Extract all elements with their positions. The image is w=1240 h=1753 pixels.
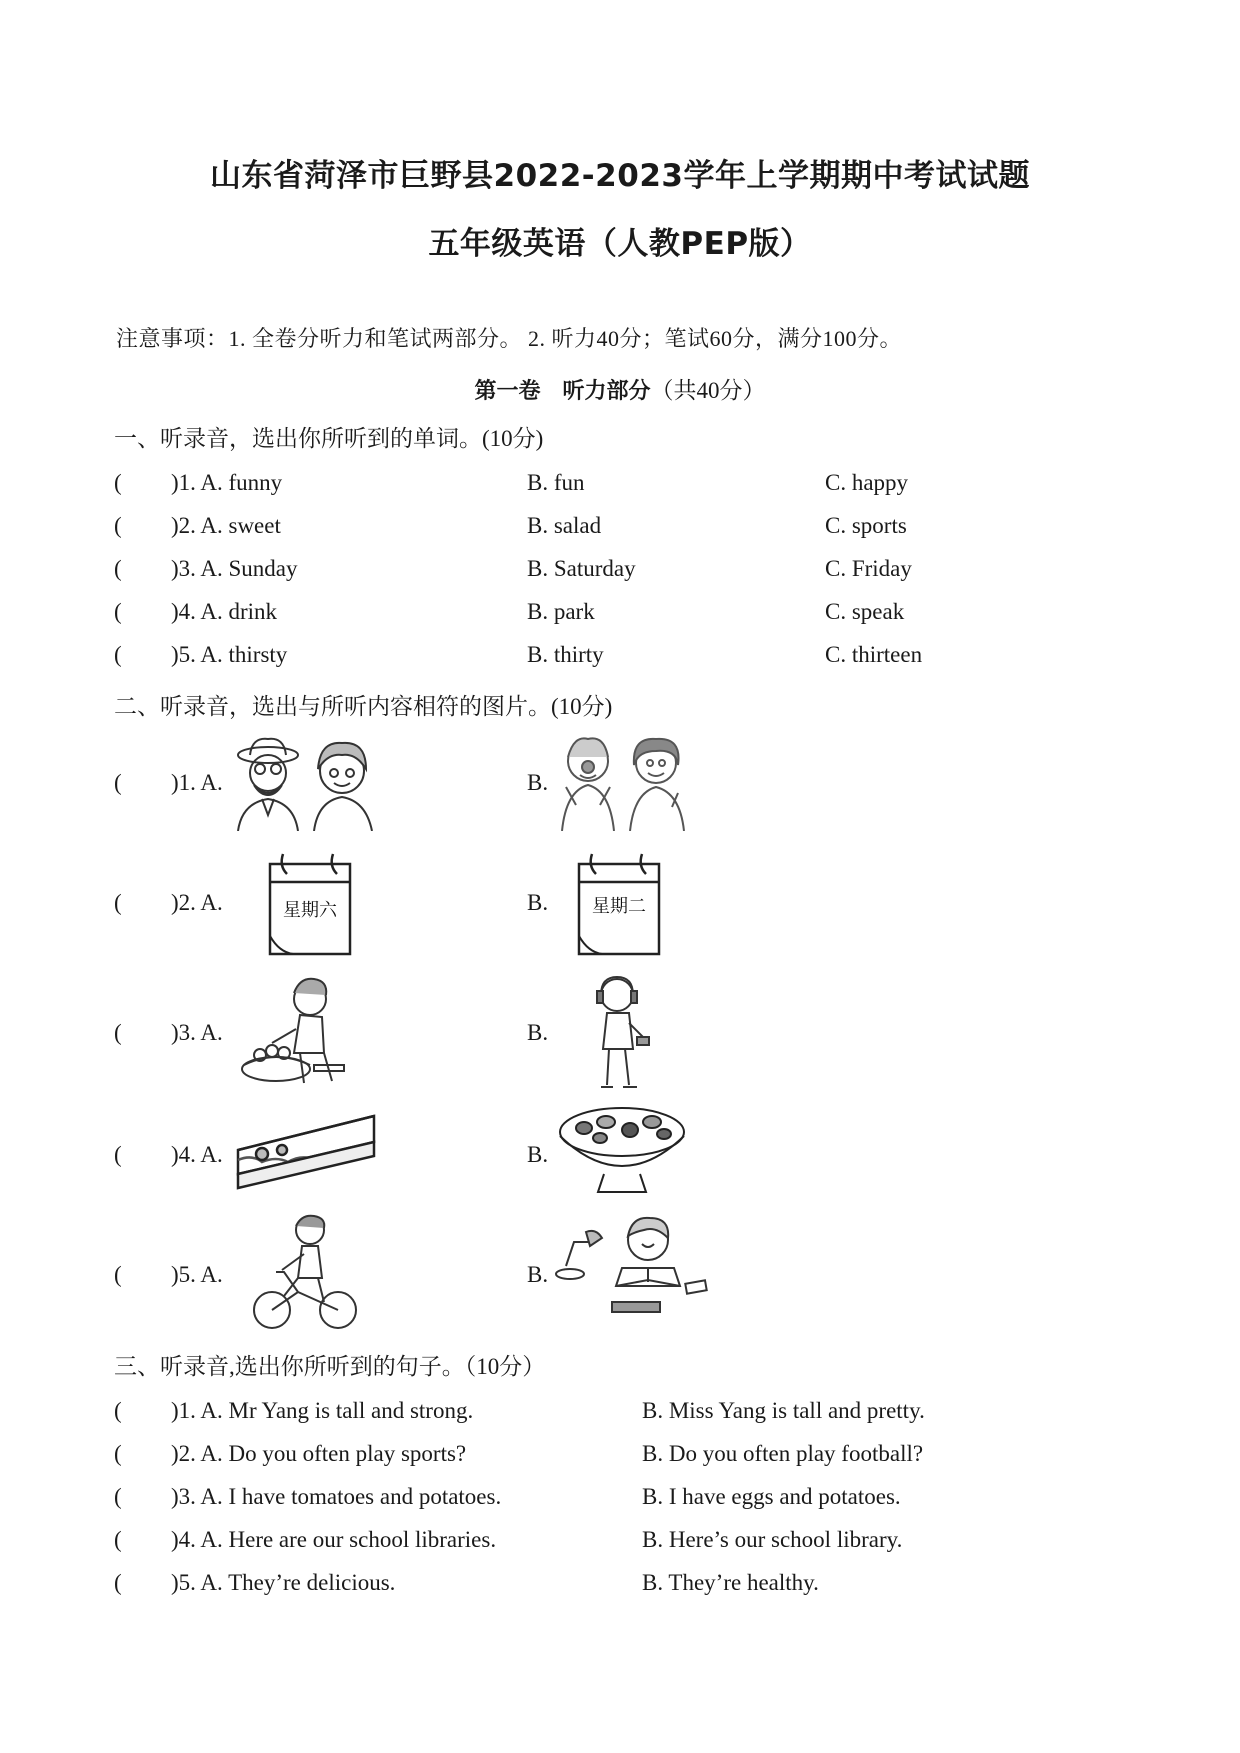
calendar-icon xyxy=(574,848,666,958)
question-option-c: C. thirteen xyxy=(825,642,923,667)
question-label: )1. A. xyxy=(171,770,223,795)
answer-paren: ( xyxy=(114,470,122,495)
answer-paren: ( xyxy=(114,890,122,915)
sentence-option-a: )2. A. Do you often play sports? xyxy=(171,1441,467,1466)
question-option-a: )2. A. sweet xyxy=(171,513,281,538)
question-label: )3. A. xyxy=(171,1020,223,1045)
answer-paren: ( xyxy=(114,513,122,538)
washing-clothes-icon xyxy=(240,973,350,1093)
question-option-b: B. thirty xyxy=(527,642,604,667)
question-option-c: C. speak xyxy=(825,599,905,624)
boy-reading-icon xyxy=(552,1212,710,1324)
question-label: )5. A. xyxy=(171,1262,223,1287)
option-b-label: B. xyxy=(527,890,549,915)
exam-title: 山东省菏泽市巨野县2022-2023学年上学期期中考试试题 xyxy=(210,158,1030,194)
part-title xyxy=(0,372,1240,405)
sandwich-icon xyxy=(232,1110,382,1192)
answer-paren: ( xyxy=(114,770,122,795)
question-option-a: )5. A. thirsty xyxy=(171,642,288,667)
answer-paren: ( xyxy=(114,1262,122,1287)
calendar-day-text: 星期六 xyxy=(283,900,337,921)
option-b-label: B. xyxy=(527,1020,549,1045)
answer-paren: ( xyxy=(114,556,122,581)
sentence-option-b: B. Miss Yang is tall and pretty. xyxy=(642,1398,925,1423)
part-title-score: （共40分） xyxy=(650,378,766,403)
answer-paren: ( xyxy=(114,1484,122,1509)
part-title-bold: 第一卷 听力部分 xyxy=(474,379,651,404)
option-b-label: B. xyxy=(527,770,549,795)
section1-heading: 一、听录音，选出你所听到的单词。(10分) xyxy=(114,426,544,451)
sentence-option-b: B. I have eggs and potatoes. xyxy=(642,1484,901,1509)
funny-kids-icon xyxy=(554,735,694,831)
option-b-label: B. xyxy=(527,1262,549,1287)
sentence-option-b: B. They’re healthy. xyxy=(642,1570,819,1595)
calendar-day-text: 星期二 xyxy=(592,896,646,917)
sentence-option-b: B. Do you often play football? xyxy=(642,1441,924,1466)
grandparents-icon xyxy=(232,735,388,831)
boy-riding-bike-icon xyxy=(248,1212,360,1332)
question-label: )2. A. xyxy=(171,890,223,915)
question-option-c: C. Friday xyxy=(825,556,912,581)
section2-heading: 二、听录音，选出与所听内容相符的图片。(10分) xyxy=(114,694,613,719)
question-option-a: )3. A. Sunday xyxy=(171,556,298,581)
question-label: )4. A. xyxy=(171,1142,223,1167)
sentence-option-a: )5. A. They’re delicious. xyxy=(171,1570,396,1595)
answer-paren: ( xyxy=(114,1398,122,1423)
question-option-b: B. Saturday xyxy=(527,556,636,581)
answer-paren: ( xyxy=(114,599,122,624)
answer-paren: ( xyxy=(114,642,122,667)
sentence-option-a: )4. A. Here are our school libraries. xyxy=(171,1527,497,1552)
notice-text: 注意事项：1. 全卷分听力和笔试两部分。 2. 听力40分；笔试60分，满分100分。 xyxy=(116,326,903,351)
calendar-icon xyxy=(265,848,357,958)
salad-bowl-icon xyxy=(554,1100,692,1198)
question-option-b: B. fun xyxy=(527,470,585,495)
question-option-c: C. happy xyxy=(825,470,909,495)
option-b-label: B. xyxy=(527,1142,549,1167)
question-option-b: B. park xyxy=(527,599,595,624)
sentence-option-a: )1. A. Mr Yang is tall and strong. xyxy=(171,1398,474,1423)
question-option-b: B. salad xyxy=(527,513,602,538)
question-option-a: )1. A. funny xyxy=(171,470,283,495)
sentence-option-b: B. Here’s our school library. xyxy=(642,1527,903,1552)
question-option-a: )4. A. drink xyxy=(171,599,278,624)
answer-paren: ( xyxy=(114,1441,122,1466)
exam-subtitle: 五年级英语（人教PEP版） xyxy=(428,226,812,262)
question-option-c: C. sports xyxy=(825,513,907,538)
section3-heading: 三、听录音,选出你所听到的句子。（10分） xyxy=(114,1354,546,1379)
answer-paren: ( xyxy=(114,1020,122,1045)
answer-paren: ( xyxy=(114,1570,122,1595)
boy-with-headphones-icon xyxy=(585,973,655,1093)
answer-paren: ( xyxy=(114,1527,122,1552)
sentence-option-a: )3. A. I have tomatoes and potatoes. xyxy=(171,1484,502,1509)
answer-paren: ( xyxy=(114,1142,122,1167)
